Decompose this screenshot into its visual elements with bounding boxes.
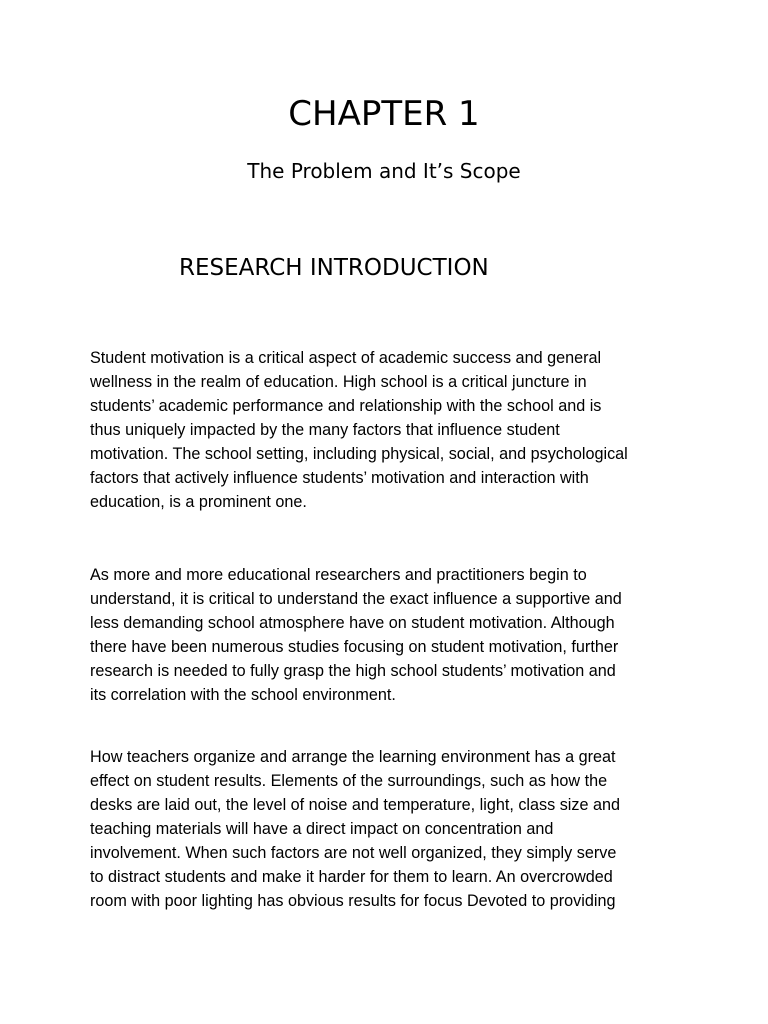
paragraph-line: thus uniquely impacted by the many factors that influence student <box>90 421 560 439</box>
paragraph-line: wellness in the realm of education. High school is a critical juncture in <box>90 373 587 391</box>
paragraph-line: research is needed to fully grasp the high school students’ motivation and <box>90 662 616 680</box>
paragraph-line: less demanding school atmosphere have on student motivation. Although <box>90 614 615 632</box>
paragraph-line: students’ academic performance and relationship with the school and is <box>90 397 602 415</box>
section-heading: RESEARCH INTRODUCTION <box>179 255 489 281</box>
paragraph-line: room with poor lighting has obvious results for focus Devoted to providing <box>90 892 616 910</box>
paragraph-line: desks are laid out, the level of noise and temperature, light, class size and <box>90 796 620 814</box>
chapter-title: CHAPTER 1 <box>288 94 480 134</box>
paragraph-line: involvement. When such factors are not well organized, they simply serve <box>90 844 617 862</box>
paragraph-line: As more and more educational researchers and practitioners begin to <box>90 566 587 584</box>
paragraph-line: motivation. The school setting, including physical, social, and psychological <box>90 445 628 463</box>
paragraph-line: there have been numerous studies focusing on student motivation, further <box>90 638 619 656</box>
chapter-subtitle: The Problem and It’s Scope <box>247 159 521 183</box>
paragraph-1 <box>90 346 690 514</box>
paragraph-line: its correlation with the school environment. <box>90 686 396 704</box>
paragraph-2 <box>90 563 690 707</box>
paragraph-line: understand, it is critical to understand the exact influence a supportive and <box>90 590 622 608</box>
paragraph-line: factors that actively influence students’ motivation and interaction with <box>90 469 589 487</box>
paragraph-3 <box>90 745 690 913</box>
paragraph-line: education, is a prominent one. <box>90 493 307 511</box>
paragraph-line: Student motivation is a critical aspect of academic success and general <box>90 349 602 367</box>
paragraph-line: How teachers organize and arrange the learning environment has a great <box>90 748 616 766</box>
paragraph-line: effect on student results. Elements of the surroundings, such as how the <box>90 772 608 790</box>
paragraph-line: teaching materials will have a direct impact on concentration and <box>90 820 554 838</box>
paragraph-line: to distract students and make it harder for them to learn. An overcrowded <box>90 868 613 886</box>
